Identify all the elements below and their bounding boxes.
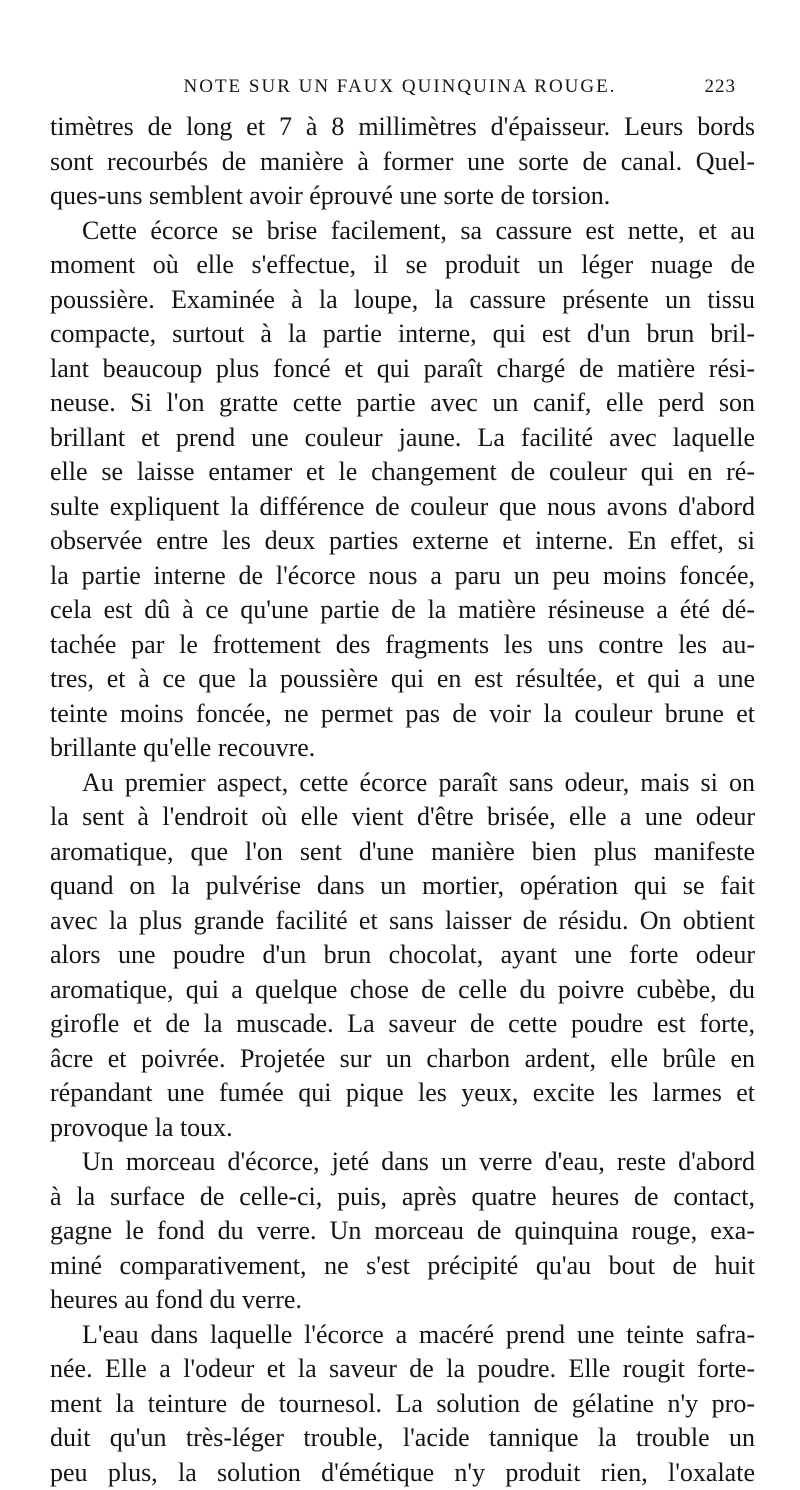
text-line: née. Elle a l'odeur et la saveur de la poudre. Elle rougit forte- — [50, 1352, 755, 1387]
text-line: sulte expliquent la différence de couleur que nous avons d'abord — [50, 490, 755, 525]
text-line: tres, et à ce que la poussière qui en est résultée, et qui a une — [50, 662, 755, 697]
body-text — [50, 110, 755, 1490]
running-header — [50, 70, 750, 104]
text-line: quand on la pulvérise dans un mortier, opération qui se fait — [50, 869, 755, 904]
text-line: ques-uns semblent avoir éprouvé une sorte de torsion. — [50, 179, 755, 214]
text-line: la partie interne de l'écorce nous a paru un peu moins foncée, — [50, 559, 755, 594]
text-line: poussière. Examinée à la loupe, la cassure présente un tissu — [50, 283, 755, 318]
text-line: brillant et prend une couleur jaune. La facilité avec laquelle — [50, 421, 755, 456]
text-line: timètres de long et 7 à 8 millimètres d'épaisseur. Leurs bords — [50, 110, 755, 145]
text-line: heures au fond du verre. — [50, 1283, 755, 1318]
text-line: provoque la toux. — [50, 1111, 755, 1146]
text-line: elle se laisse entamer et le changement de couleur qui en ré- — [50, 455, 755, 490]
text-line: tachée par le frottement des fragments les uns contre les au- — [50, 628, 755, 663]
text-line: compacte, surtout à la partie interne, qui est d'un brun bril- — [50, 317, 755, 352]
text-line: sont recourbés de manière à former une sorte de canal. Quel- — [50, 145, 755, 180]
text-line: brillante qu'elle recouvre. — [50, 731, 755, 766]
text-line: teinte moins foncée, ne permet pas de voir la couleur brune et — [50, 697, 755, 732]
page-number: 223 — [705, 70, 737, 104]
text-line: Cette écorce se brise facilement, sa cassure est nette, et au — [50, 214, 755, 249]
text-line: girofle et de la muscade. La saveur de cette poudre est forte, — [50, 1007, 755, 1042]
text-line: miné comparativement, ne s'est précipité qu'au bout de huit — [50, 1249, 755, 1284]
text-line: à la surface de celle-ci, puis, après quatre heures de contact, — [50, 1180, 755, 1215]
text-line: aromatique, que l'on sent d'une manière bien plus manifeste — [50, 835, 755, 870]
text-line: répandant une fumée qui pique les yeux, excite les larmes et — [50, 1076, 755, 1111]
text-line: observée entre les deux parties externe et interne. En effet, si — [50, 524, 755, 559]
text-line: âcre et poivrée. Projetée sur un charbon ardent, elle brûle en — [50, 1042, 755, 1077]
text-line: alors une poudre d'un brun chocolat, ayant une forte odeur — [50, 938, 755, 973]
text-line: peu plus, la solution d'émétique n'y produit rien, l'oxalate — [50, 1456, 755, 1490]
text-line: Un morceau d'écorce, jeté dans un verre d'eau, reste d'abord — [50, 1145, 755, 1180]
text-line: L'eau dans laquelle l'écorce a macéré prend une teinte safra- — [50, 1318, 755, 1353]
text-line: la sent à l'endroit où elle vient d'être brisée, elle a une odeur — [50, 800, 755, 835]
text-line: lant beaucoup plus foncé et qui paraît chargé de matière rési- — [50, 352, 755, 387]
text-line: aromatique, qui a quelque chose de celle du poivre cubèbe, du — [50, 973, 755, 1008]
text-line: gagne le fond du verre. Un morceau de quinquina rouge, exa- — [50, 1214, 755, 1249]
running-title: NOTE SUR UN FAUX QUINQUINA ROUGE. — [50, 70, 750, 104]
text-line: ment la teinture de tournesol. La solution de gélatine n'y pro- — [50, 1387, 755, 1422]
text-line: Au premier aspect, cette écorce paraît sans odeur, mais si on — [50, 766, 755, 801]
text-line: neuse. Si l'on gratte cette partie avec un canif, elle perd son — [50, 386, 755, 421]
text-line: duit qu'un très-léger trouble, l'acide tannique la trouble un — [50, 1421, 755, 1456]
text-line: moment où elle s'effectue, il se produit un léger nuage de — [50, 248, 755, 283]
text-line: avec la plus grande facilité et sans laisser de résidu. On obtient — [50, 904, 755, 939]
text-line: cela est dû à ce qu'une partie de la matière résineuse a été dé- — [50, 593, 755, 628]
